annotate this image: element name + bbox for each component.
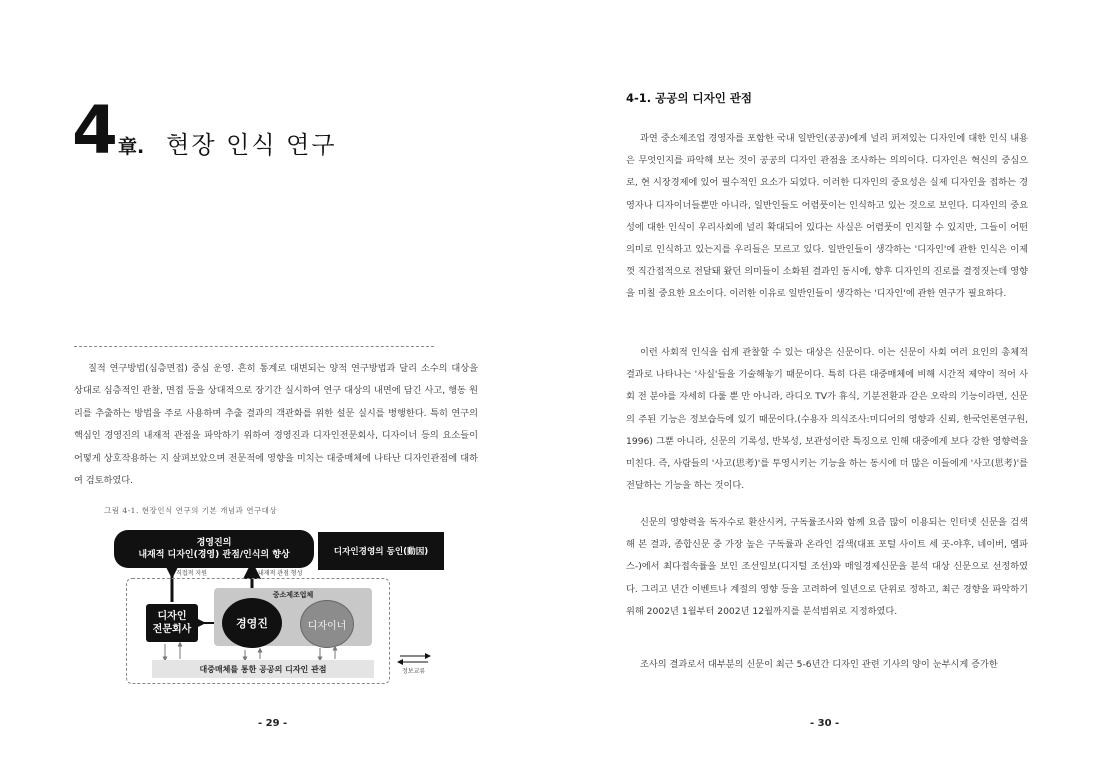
chapter-number: 4 [72,92,116,169]
left-paragraph: 질적 연구방법(심층면접) 중심 운영. 흔히 통계로 대변되는 양적 연구방법과 달리 소수의 대상을 상대로 심층적인 관찰, 면접 등을 상대적으로 장기간 실시하여 연구 대상의 내면에 담긴 사고, 행동 원리를 추출하는 방법을 주로 사용하며 추출 결과의 객관화를 위한 설문 실시를 병행한다. 특히 연구의 핵심인 경영진의 내재적 관점을 파악하기 위하여 경영진과 디자인전문회사, 디자이너 등의 요소들이 어떻게 상호작용하는 지 살펴보았으며 전문적에 영향을 미치는 대중매체에 나타난 디자인관점에 대하여 검토하였다. [74,363,478,487]
right-paragraph-2: 이런 사회적 인식을 쉽게 관찰할 수 있는 대상은 신문이다. 이는 신문이 사회 여러 요인의 총체적 결과로 나타나는 '사실'들을 기술해놓기 때문이다. 특히 다른 대중매체에 비해 시간적 제약이 적어 사회 전 분야를 자세히 다룰 뿐 만 아니라, 라디오 TV가 휴식, 기분전환과 같은 오락의 기능이라면, 신문의 주된 기능은 정보습득에 있기 때문이다.(수용자 의식조사:미디어의 영향과 신뢰, 한국언론연구원, 1996) 그뿐 아니라, 신문의 기록성, 반복성, 보관성이란 특징으로 인해 대중에게 보다 강한 영향력을 미친다. 즉, 사람들의 '사고(思考)'를 투영시키는 기능을 하는 동시에 더 많은 이들에게 '사고(思考)'를 전달하는 기능을 하는 것이다. [626,347,1028,492]
equals-sign: = [302,542,313,556]
left-body-text [74,358,478,492]
figure-caption: 그림 4-1. 현장인식 연구의 기본 개념과 연구대상 [104,506,278,515]
design-firm-box [146,604,198,642]
top-pill-box [114,530,314,568]
section-heading: 4-1. 공공의 디자인 관점 [626,91,753,105]
design-firm-line2: 전문회사 [152,624,192,635]
sme-group-label: 중소제조업체 [272,591,314,599]
mass-media-bar: 대중매체를 통한 공공의 디자인 관점 [152,660,374,678]
chapter-heading [72,92,337,169]
internal-view-label: 내재적 관점 형성 [258,570,303,577]
concept-diagram [110,520,450,690]
right-page [546,0,1093,773]
right-paragraph-2-block [626,342,1028,497]
chapter-suffix: 章. [117,136,145,158]
ceo-circle: 경영진 [222,598,282,648]
right-paragraph-3-block [626,512,1028,623]
direct-support-label: 직접적 지원 [176,570,207,577]
right-paragraph-1-block [626,128,1028,306]
right-paragraph-4: 조사의 결과로서 대부분의 신문이 최근 5-6년간 디자인 관련 기사의 양이 눈부시게 증가한 [640,659,998,670]
design-driver-box: 디자인경영의 동인(動因) [318,532,444,570]
page-number-right: - 30 - [810,718,840,729]
section-divider [74,346,434,347]
chapter-title: 현장 인식 연구 [166,131,337,159]
design-firm-line1: 디자인 [157,611,187,622]
page-number-left: - 29 - [258,718,288,729]
left-page [0,0,546,773]
right-paragraph-1: 과연 중소제조업 경영자를 포함한 국내 일반인(공공)에게 널리 퍼져있는 디자인에 대한 인식 내용은 무엇인지를 파악해 보는 것이 공공의 디자인 관점을 조사하는 의의이다. 디자인은 혁신의 중심으로, 현 시장경제에 있어 필수적인 요소가 되었다. 이러한 디자인의 중요성은 실제 디자인을 접하는 경영자나 디자이너들뿐만 아니라, 일반인들도 어렴풋이는 인식하고 있는 것으로 보인다. 디자인의 중요성에 대한 인식이 우리사회에 널리 확대되어 있다는 사실은 어렴풋이 인지할 수 있지만, 그들이 어떤 의미로 인식하고 있는지를 우리들은 모르고 있다. 일반인들이 생각하는 '디자인'에 관한 인식은 이제껏 직간접적으로 전달돼 왔던 의미들이 소화된 결과인 동시에, 향후 디자인의 진로를 결정짓는데 영향을 미칠 중요한 요소이다. 이러한 이유로 일반인들이 생각하는 '디자인'에 관한 연구가 필요하다. [626,133,1028,300]
right-paragraph-4-block [626,654,1028,676]
info-exchange-label: 정보교류 [402,668,426,675]
right-paragraph-3: 신문의 영향력을 독자수로 환산시켜, 구독률조사와 함께 요즘 많이 이용되는 인터넷 신문을 검색해 본 결과, 종합신문 중 가장 높은 구독률과 온라인 검색(대표 포털 사이트 세 곳-야후, 네이버, 엠파스-)에서 최다접속률을 보인 조선일보(디지털 조선)와 매일경제신문을 분석 대상 신문으로 선정하였다. 그리고 년간 이벤트나 계절의 영향 등을 고려하여 일년으로 단위로 정하고, 최근 경향을 파악하기 위해 2002년 1월부터 2002년 12월까지를 분석범위로 지정하였다. [626,517,1028,617]
top-pill-line2: 내재적 디자인(경영) 관점/인식의 향상 [138,550,290,560]
top-pill-line1: 경영진의 [196,538,232,548]
designer-circle: 디자이너 [300,600,354,648]
